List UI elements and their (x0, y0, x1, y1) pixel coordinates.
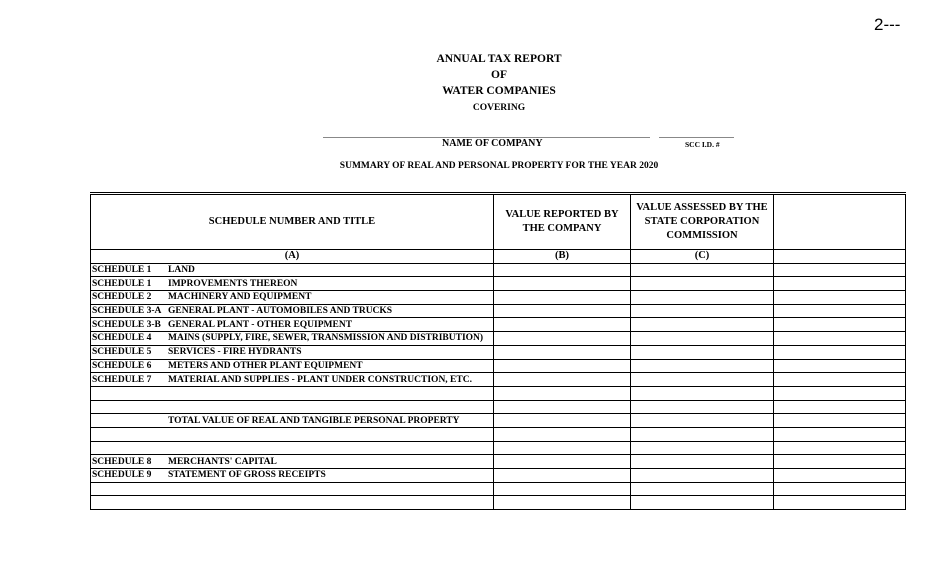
col-d-letter (774, 250, 906, 264)
schedule-title: GENERAL PLANT - OTHER EQUIPMENT (168, 319, 353, 330)
value-reported-cell[interactable] (494, 469, 631, 483)
value-assessed-cell[interactable] (631, 427, 774, 441)
value-assessed-cell[interactable] (631, 263, 774, 277)
schedule-title: LAND (168, 265, 195, 276)
value-reported-cell[interactable] (494, 373, 631, 387)
table-row (91, 455, 906, 469)
schedule-title: SERVICES - FIRE HYDRANTS (168, 347, 302, 358)
value-assessed-cell[interactable] (631, 414, 774, 428)
column-letter-row (91, 250, 906, 264)
value-assessed-cell[interactable] (631, 400, 774, 414)
schedule-title: MATERIAL AND SUPPLIES - PLANT UNDER CONSTRUCTION, ETC. (168, 374, 472, 385)
table-row (91, 482, 906, 496)
schedule-title: MERCHANTS' CAPITAL (168, 456, 277, 467)
schedule-code: SCHEDULE 5 (92, 347, 152, 358)
schedule-cell (91, 359, 494, 373)
extra-cell[interactable] (774, 386, 906, 400)
table-row (91, 427, 906, 441)
col-c-letter: (C) (631, 250, 774, 264)
schedule-title: METERS AND OTHER PLANT EQUIPMENT (168, 360, 363, 371)
value-reported-cell[interactable] (494, 482, 631, 496)
extra-cell[interactable] (774, 427, 906, 441)
table-row (91, 414, 906, 428)
value-reported-cell[interactable] (494, 455, 631, 469)
extra-cell[interactable] (774, 345, 906, 359)
table-row (91, 359, 906, 373)
extra-cell[interactable] (774, 318, 906, 332)
scc-id-field-line[interactable] (659, 137, 734, 138)
schedule-code: SCHEDULE 7 (92, 374, 152, 385)
value-reported-cell[interactable] (494, 427, 631, 441)
report-subject: WATER COMPANIES (442, 85, 556, 97)
extra-cell[interactable] (774, 482, 906, 496)
company-name-label: NAME OF COMPANY (442, 138, 543, 149)
value-assessed-cell[interactable] (631, 359, 774, 373)
schedule-cell (91, 455, 494, 469)
value-assessed-cell[interactable] (631, 277, 774, 291)
schedule-cell (91, 469, 494, 483)
table-row (91, 277, 906, 291)
value-reported-cell[interactable] (494, 332, 631, 346)
scc-id-label: SCC I.D. # (685, 140, 720, 149)
value-assessed-cell[interactable] (631, 496, 774, 510)
value-reported-cell[interactable] (494, 304, 631, 318)
extra-cell[interactable] (774, 359, 906, 373)
col-b-letter: (B) (494, 250, 631, 264)
schedule-cell (91, 291, 494, 305)
table-row (91, 318, 906, 332)
table-row (91, 386, 906, 400)
table-row (91, 441, 906, 455)
schedule-title: MACHINERY AND EQUIPMENT (168, 292, 312, 303)
col-c-header: VALUE ASSESSED BY THE STATE CORPORATION COMMISSION (631, 194, 774, 250)
extra-cell[interactable] (774, 441, 906, 455)
extra-cell[interactable] (774, 373, 906, 387)
property-summary-table (90, 192, 906, 510)
value-assessed-cell[interactable] (631, 386, 774, 400)
extra-cell[interactable] (774, 400, 906, 414)
schedule-title: IMPROVEMENTS THEREON (168, 278, 298, 289)
value-assessed-cell[interactable] (631, 345, 774, 359)
value-reported-cell[interactable] (494, 441, 631, 455)
value-reported-cell[interactable] (494, 496, 631, 510)
col-a-header: SCHEDULE NUMBER AND TITLE (91, 194, 494, 250)
value-assessed-cell[interactable] (631, 469, 774, 483)
schedule-code: SCHEDULE 6 (92, 360, 152, 371)
extra-cell[interactable] (774, 414, 906, 428)
page-number: 2--- (874, 15, 901, 34)
schedule-cell (91, 277, 494, 291)
schedule-code: SCHEDULE 3-A (92, 306, 162, 317)
schedule-cell (91, 373, 494, 387)
schedule-cell (91, 386, 494, 400)
col-d-header (774, 194, 906, 250)
extra-cell[interactable] (774, 469, 906, 483)
schedule-code: SCHEDULE 2 (92, 292, 152, 303)
schedule-title: GENERAL PLANT - AUTOMOBILES AND TRUCKS (168, 306, 393, 317)
report-title: ANNUAL TAX REPORT (436, 53, 562, 65)
table-row (91, 469, 906, 483)
schedule-cell (91, 496, 494, 510)
col-b-header: VALUE REPORTED BY THE COMPANY (494, 194, 631, 250)
schedule-title: TOTAL VALUE OF REAL AND TANGIBLE PERSONAL PROPERTY (168, 415, 460, 426)
extra-cell[interactable] (774, 455, 906, 469)
table-row (91, 345, 906, 359)
schedule-code: SCHEDULE 1 (92, 265, 152, 276)
col-a-letter: (A) (91, 250, 494, 264)
extra-cell[interactable] (774, 277, 906, 291)
table-row (91, 400, 906, 414)
value-assessed-cell[interactable] (631, 441, 774, 455)
schedule-cell (91, 263, 494, 277)
schedule-code: SCHEDULE 9 (92, 470, 152, 481)
schedule-code: SCHEDULE 1 (92, 278, 152, 289)
schedule-cell (91, 332, 494, 346)
table-row (91, 373, 906, 387)
schedule-code: SCHEDULE 3-B (92, 319, 161, 330)
value-reported-cell[interactable] (494, 277, 631, 291)
value-reported-cell[interactable] (494, 414, 631, 428)
value-assessed-cell[interactable] (631, 332, 774, 346)
value-reported-cell[interactable] (494, 318, 631, 332)
value-assessed-cell[interactable] (631, 304, 774, 318)
schedule-title: STATEMENT OF GROSS RECEIPTS (168, 470, 326, 481)
schedule-cell (91, 400, 494, 414)
schedule-cell (91, 427, 494, 441)
table-row (91, 304, 906, 318)
extra-cell[interactable] (774, 332, 906, 346)
table-header-row (91, 194, 906, 250)
report-title-of: OF (491, 69, 507, 81)
value-assessed-cell[interactable] (631, 291, 774, 305)
extra-cell[interactable] (774, 263, 906, 277)
extra-cell[interactable] (774, 291, 906, 305)
schedule-cell (91, 482, 494, 496)
schedule-cell (91, 318, 494, 332)
value-assessed-cell[interactable] (631, 318, 774, 332)
schedule-cell (91, 441, 494, 455)
schedule-cell (91, 304, 494, 318)
schedule-cell (91, 414, 494, 428)
table-row (91, 332, 906, 346)
report-covering: COVERING (472, 103, 526, 113)
schedule-code: SCHEDULE 4 (92, 333, 152, 344)
value-assessed-cell[interactable] (631, 455, 774, 469)
value-reported-cell[interactable] (494, 400, 631, 414)
table-row (91, 263, 906, 277)
table-row (91, 291, 906, 305)
value-reported-cell[interactable] (494, 263, 631, 277)
value-reported-cell[interactable] (494, 291, 631, 305)
schedule-title: MAINS (SUPPLY, FIRE, SEWER, TRANSMISSION AND DISTRIBUTION) (168, 333, 484, 344)
value-reported-cell[interactable] (494, 345, 631, 359)
schedule-cell (91, 345, 494, 359)
summary-title: SUMMARY OF REAL AND PERSONAL PROPERTY FOR THE YEAR 2020 (339, 161, 659, 171)
table-row (91, 496, 906, 510)
extra-cell[interactable] (774, 496, 906, 510)
value-assessed-cell[interactable] (631, 373, 774, 387)
schedule-code: SCHEDULE 8 (92, 456, 152, 467)
value-reported-cell[interactable] (494, 359, 631, 373)
extra-cell[interactable] (774, 304, 906, 318)
value-reported-cell[interactable] (494, 386, 631, 400)
value-assessed-cell[interactable] (631, 482, 774, 496)
